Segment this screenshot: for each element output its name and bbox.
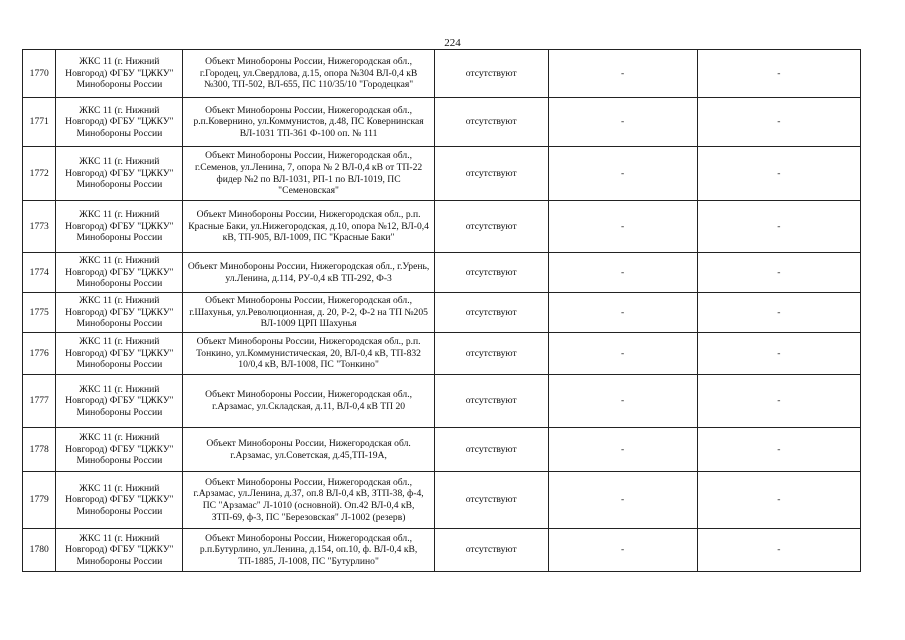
object-location: Объект Минобороны России, Нижегородская обл., г.Урень, ул.Ленина, д.114, РУ-0,4 кВ ТП-292, Ф-3 bbox=[183, 253, 435, 293]
row-number: 1771 bbox=[23, 98, 56, 147]
column-5: - bbox=[548, 253, 697, 293]
column-6: - bbox=[697, 375, 860, 428]
row-number: 1776 bbox=[23, 333, 56, 375]
table-row bbox=[23, 529, 861, 572]
organization: ЖКС 11 (г. Нижний Новгород) ФГБУ "ЦЖКУ" Минобороны России bbox=[56, 253, 183, 293]
table-row bbox=[23, 147, 861, 201]
organization: ЖКС 11 (г. Нижний Новгород) ФГБУ "ЦЖКУ" Минобороны России bbox=[56, 293, 183, 333]
table-row bbox=[23, 50, 861, 98]
status: отсутствуют bbox=[434, 201, 548, 253]
column-6: - bbox=[697, 293, 860, 333]
row-number: 1770 bbox=[23, 50, 56, 98]
column-5: - bbox=[548, 147, 697, 201]
column-5: - bbox=[548, 50, 697, 98]
column-6: - bbox=[697, 333, 860, 375]
column-5: - bbox=[548, 333, 697, 375]
column-6: - bbox=[697, 98, 860, 147]
row-number: 1779 bbox=[23, 472, 56, 529]
object-location: Объект Минобороны России, Нижегородская обл., р.п. Красные Баки, ул.Нижегородская, д.10, опора №12, ВЛ-0,4 кВ, ТП-905, ВЛ-1009, ПС "Красные Баки" bbox=[183, 201, 435, 253]
status: отсутствуют bbox=[434, 293, 548, 333]
object-location: Объект Минобороны России, Нижегородская обл., г.Городец, ул.Свердлова, д.15, опора №304 ВЛ-0,4 кВ №300, ТП-502, ВЛ-655, ПС 110/35/10 "Городецкая" bbox=[183, 50, 435, 98]
column-5: - bbox=[548, 472, 697, 529]
column-5: - bbox=[548, 375, 697, 428]
organization: ЖКС 11 (г. Нижний Новгород) ФГБУ "ЦЖКУ" Минобороны России bbox=[56, 472, 183, 529]
row-number: 1778 bbox=[23, 428, 56, 472]
registry-table bbox=[22, 49, 861, 572]
row-number: 1772 bbox=[23, 147, 56, 201]
column-6: - bbox=[697, 253, 860, 293]
column-5: - bbox=[548, 98, 697, 147]
object-location: Объект Минобороны России, Нижегородская обл., г.Шахунья, ул.Революционная, д. 20, Р-2, Ф-2 на ТП №205 ВЛ-1009 ЦРП Шахунья bbox=[183, 293, 435, 333]
organization: ЖКС 11 (г. Нижний Новгород) ФГБУ "ЦЖКУ" Минобороны России bbox=[56, 50, 183, 98]
column-6: - bbox=[697, 529, 860, 572]
status: отсутствуют bbox=[434, 428, 548, 472]
status: отсутствуют bbox=[434, 333, 548, 375]
status: отсутствуют bbox=[434, 147, 548, 201]
object-location: Объект Минобороны России, Нижегородская обл., р.п.Ковернино, ул.Коммунистов, д.48, ПС Ковернинская ВЛ-1031 ТП-361 Ф-100 оп. № 111 bbox=[183, 98, 435, 147]
organization: ЖКС 11 (г. Нижний Новгород) ФГБУ "ЦЖКУ" Минобороны России bbox=[56, 375, 183, 428]
status: отсутствуют bbox=[434, 50, 548, 98]
status: отсутствуют bbox=[434, 98, 548, 147]
organization: ЖКС 11 (г. Нижний Новгород) ФГБУ "ЦЖКУ" Минобороны России bbox=[56, 98, 183, 147]
organization: ЖКС 11 (г. Нижний Новгород) ФГБУ "ЦЖКУ" Минобороны России bbox=[56, 333, 183, 375]
column-6: - bbox=[697, 147, 860, 201]
column-5: - bbox=[548, 293, 697, 333]
column-5: - bbox=[548, 428, 697, 472]
object-location: Объект Минобороны России, Нижегородская обл., г.Арзамас, ул.Складская, д.11, ВЛ-0,4 кВ ТП 20 bbox=[183, 375, 435, 428]
table-row bbox=[23, 253, 861, 293]
organization: ЖКС 11 (г. Нижний Новгород) ФГБУ "ЦЖКУ" Минобороны России bbox=[56, 147, 183, 201]
status: отсутствуют bbox=[434, 472, 548, 529]
column-6: - bbox=[697, 201, 860, 253]
table-row bbox=[23, 98, 861, 147]
table-row bbox=[23, 375, 861, 428]
table-row bbox=[23, 293, 861, 333]
page-number: 224 bbox=[444, 37, 461, 49]
row-number: 1777 bbox=[23, 375, 56, 428]
organization: ЖКС 11 (г. Нижний Новгород) ФГБУ "ЦЖКУ" Минобороны России bbox=[56, 428, 183, 472]
object-location: Объект Минобороны России, Нижегородская обл., г.Семенов, ул.Ленина, 7, опора № 2 ВЛ-0,4 кВ от ТП-22 фидер №2 по ВЛ-1031, РП-1 по ВЛ-1019, ПС "Семеновская" bbox=[183, 147, 435, 201]
column-6: - bbox=[697, 50, 860, 98]
column-6: - bbox=[697, 428, 860, 472]
object-location: Объект Минобороны России, Нижегородская обл. г.Арзамас, ул.Советская, д.45,ТП-19А, bbox=[183, 428, 435, 472]
table-row bbox=[23, 428, 861, 472]
table-row bbox=[23, 333, 861, 375]
column-5: - bbox=[548, 529, 697, 572]
status: отсутствуют bbox=[434, 529, 548, 572]
object-location: Объект Минобороны России, Нижегородская обл., р.п.Бутурлино, ул.Ленина, д.154, оп.10, ф. ВЛ-0,4 кВ, ТП-1885, Л-1008, ПС "Бутурлино" bbox=[183, 529, 435, 572]
row-number: 1774 bbox=[23, 253, 56, 293]
table-row bbox=[23, 201, 861, 253]
object-location: Объект Минобороны России, Нижегородская обл., р.п. Тонкино, ул.Коммунистическая, 20, ВЛ-0,4 кВ, ТП-832 10/0,4 кВ, ВЛ-1008, ПС "Тонкино" bbox=[183, 333, 435, 375]
table-row bbox=[23, 472, 861, 529]
row-number: 1773 bbox=[23, 201, 56, 253]
status: отсутствуют bbox=[434, 375, 548, 428]
column-6: - bbox=[697, 472, 860, 529]
organization: ЖКС 11 (г. Нижний Новгород) ФГБУ "ЦЖКУ" Минобороны России bbox=[56, 201, 183, 253]
object-location: Объект Минобороны России, Нижегородская обл., г.Арзамас, ул.Ленина, д.37, оп.8 ВЛ-0,4 кВ, ЗТП-38, ф-4, ПС "Арзамас" Л-1010 (основной). Оп.42 ВЛ-0,4 кВ, ЗТП-69, ф-3, ПС "Березовская" Л-1002 (резерв) bbox=[183, 472, 435, 529]
column-5: - bbox=[548, 201, 697, 253]
row-number: 1775 bbox=[23, 293, 56, 333]
status: отсутствуют bbox=[434, 253, 548, 293]
organization: ЖКС 11 (г. Нижний Новгород) ФГБУ "ЦЖКУ" Минобороны России bbox=[56, 529, 183, 572]
row-number: 1780 bbox=[23, 529, 56, 572]
